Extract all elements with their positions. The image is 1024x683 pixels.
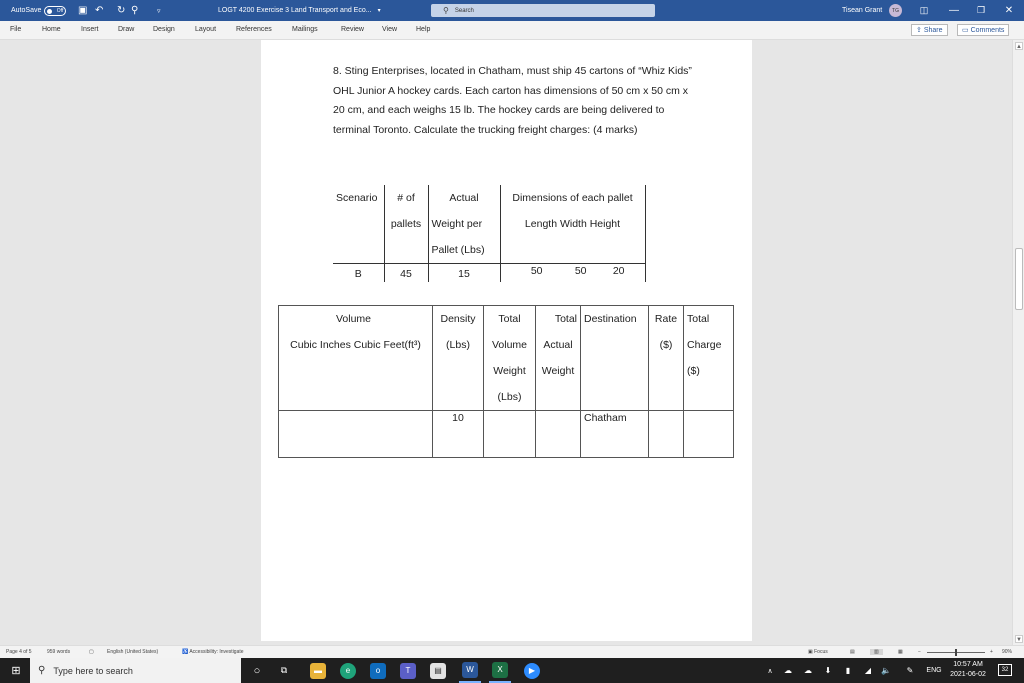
zoom-out-icon[interactable]: − [918, 649, 921, 655]
height-value: 20 [612, 265, 625, 277]
cortana-icon[interactable]: ○ [253, 664, 261, 677]
language[interactable]: English (United States) [107, 649, 159, 655]
word-count[interactable]: 959 words [47, 649, 71, 655]
focus-icon: ▣ [808, 649, 815, 655]
destination-cell[interactable]: Chatham [581, 411, 649, 458]
document-title-text: LOGT 4200 Exercise 3 Land Transport and Eco... [218, 7, 372, 14]
autosave-label: AutoSave [11, 7, 42, 14]
page-count[interactable]: Page 4 of 5 [6, 649, 32, 655]
pen-icon[interactable]: ✎ [906, 666, 914, 675]
customize-quick-access-icon[interactable]: ⚲ [131, 5, 139, 16]
autosave-control[interactable] [11, 0, 66, 21]
taw-header-line3: Weight [541, 365, 575, 377]
weight-cell[interactable]: 15 [428, 264, 500, 283]
tab-file[interactable]: File [10, 26, 22, 33]
pallets-header-line1: # of [397, 192, 415, 204]
word-taskbar-icon[interactable]: W [459, 658, 481, 683]
document-page[interactable] [261, 40, 752, 641]
outlook-icon[interactable]: o [369, 658, 387, 683]
taw-header-line2: Actual [543, 339, 573, 351]
scenario-cell[interactable]: B [333, 264, 384, 283]
undo-icon[interactable]: ↶ [95, 5, 104, 16]
taskbar-search[interactable] [30, 658, 241, 683]
accessibility-icon: ♿ [182, 649, 190, 655]
clock[interactable] [945, 660, 991, 680]
taw-cell[interactable] [536, 411, 581, 458]
dimensions-header [500, 185, 645, 264]
total-volume-weight-header [484, 306, 536, 411]
avatar[interactable]: TG [889, 4, 902, 17]
print-layout-icon[interactable]: ▥ [870, 649, 883, 655]
search-box[interactable] [431, 4, 655, 17]
share-icon: ⇪ [916, 27, 924, 34]
show-hidden-icons-icon[interactable]: ∧ [767, 667, 773, 675]
title-bar [0, 0, 1024, 21]
ribbon-display-icon[interactable]: ◫ [919, 5, 929, 15]
cloud-icon[interactable]: ☁ [804, 666, 812, 675]
dimensions-header-line1: Dimensions of each pallet [512, 192, 633, 204]
tvw-header-line3: Weight [493, 365, 526, 377]
usb-icon[interactable]: ⬇ [824, 666, 832, 675]
density-header [433, 306, 484, 411]
input-language[interactable]: ENG [926, 667, 942, 674]
notification-center-icon[interactable] [998, 664, 1012, 676]
close-icon[interactable]: ✕ [1004, 5, 1014, 16]
scroll-down-icon[interactable]: ▼ [1016, 637, 1022, 643]
charge-cell[interactable] [684, 411, 734, 458]
charge-header-line1: Total [687, 313, 710, 325]
user-name[interactable]: Tisean Grant [842, 7, 883, 14]
weight-header-line3: Pallet (Lbs) [431, 244, 485, 256]
search-icon: ⚲ [443, 6, 449, 15]
clock-date: 2021-06-02 [950, 671, 986, 678]
focus-label: Focus [814, 649, 828, 655]
tvw-header-line1: Total [498, 313, 521, 325]
wifi-icon[interactable]: ◢ [864, 666, 872, 675]
more-commands-icon[interactable]: ▿ [157, 7, 161, 15]
share-button[interactable] [911, 24, 948, 36]
accessibility-label: Accessibility: Investigate [189, 649, 244, 655]
comments-label: Comments [970, 27, 1005, 34]
redo-icon[interactable]: ↻ [117, 5, 126, 16]
zoom-in-icon[interactable]: + [990, 649, 993, 655]
dimensions-cell[interactable] [500, 264, 645, 283]
store-icon[interactable]: ▤ [429, 658, 447, 683]
taskbar-search-placeholder: Type here to search [53, 665, 133, 676]
tvw-header-line2: Volume [491, 339, 528, 351]
title-dropdown-icon: ▾ [377, 8, 381, 14]
comments-button[interactable] [957, 24, 1009, 36]
total-charge-header [684, 306, 734, 411]
excel-taskbar-icon[interactable]: X [489, 658, 511, 683]
volume-cell[interactable] [279, 411, 433, 458]
tab-home[interactable]: Home [42, 26, 61, 33]
accessibility-status[interactable] [182, 649, 244, 655]
pallet-table[interactable] [333, 185, 646, 282]
question-paragraph[interactable]: 8. Sting Enterprises, located in Chatham, must ship 45 cartons of “Whiz Kids” OHL Junior A hockey cards. Each carton has dimensions of 50 cm x 50 cm x 20 cm, and each weighs 15 lb. The hockey cards are being delivered to terminal Toronto. Calculate the trucking freight charges: (4 marks) [333, 65, 692, 136]
windows-start-icon[interactable]: ⊞ [11, 665, 21, 677]
tab-view[interactable]: View [382, 26, 398, 33]
save-icon[interactable]: ▣ [78, 5, 88, 16]
volume-header [279, 306, 433, 411]
tab-references[interactable]: References [236, 26, 272, 33]
document-title[interactable] [218, 0, 381, 21]
scenario-header [333, 185, 384, 264]
autosave-state: Off [56, 7, 64, 14]
volume-header-line1: Volume [336, 313, 372, 325]
ribbon-tabs [0, 21, 1024, 40]
rate-cell[interactable] [649, 411, 684, 458]
destination-header: Destination [581, 306, 649, 411]
share-label: Share [923, 27, 943, 34]
tvw-header-line4: (Lbs) [497, 391, 522, 403]
battery-icon[interactable]: ▮ [845, 666, 851, 675]
taw-header-line1: Total [554, 313, 577, 325]
rate-header-line2: ($) [659, 339, 673, 351]
search-icon: ⚲ [38, 665, 46, 676]
pallets-header-line2: pallets [390, 218, 422, 230]
web-layout-icon[interactable]: ▦ [898, 649, 903, 655]
tab-design[interactable]: Design [153, 26, 175, 33]
tab-mailings[interactable]: Mailings [292, 26, 318, 33]
scenario-header-text: Scenario [336, 192, 378, 204]
vertical-scrollbar[interactable] [1012, 40, 1024, 645]
weight-header [428, 185, 500, 264]
restore-icon[interactable]: ❐ [976, 5, 986, 15]
dimensions-header-line2: Length Width Height [524, 218, 621, 230]
scroll-thumb[interactable] [1015, 248, 1023, 310]
volume-icon[interactable]: 🔈 [881, 666, 891, 675]
pallets-header [384, 185, 428, 264]
tab-layout[interactable]: Layout [195, 26, 217, 33]
density-header-line2: (Lbs) [446, 339, 470, 351]
weight-header-line1: Actual [449, 192, 479, 204]
document-canvas[interactable] [0, 40, 1012, 643]
tvw-cell[interactable] [484, 411, 536, 458]
clock-time: 10:57 AM [953, 661, 983, 668]
task-view-icon[interactable]: ⧉ [280, 665, 288, 675]
freight-table[interactable] [278, 305, 734, 458]
focus-button[interactable] [808, 649, 828, 655]
proofing-icon[interactable]: ▢ [89, 649, 94, 655]
notification-count: 32 [1001, 667, 1009, 673]
total-actual-weight-header [536, 306, 581, 411]
volume-header-line2: Cubic Inches Cubic Feet(ft³) [290, 339, 421, 351]
autosave-toggle[interactable] [44, 6, 66, 16]
tab-insert[interactable]: Insert [81, 26, 99, 33]
file-explorer-icon[interactable]: ▬ [309, 658, 327, 683]
density-cell[interactable]: 10 [433, 411, 484, 458]
zoom-slider-thumb[interactable] [955, 649, 957, 656]
tab-help[interactable]: Help [416, 26, 431, 33]
tab-draw[interactable]: Draw [118, 26, 135, 33]
zoom-app-icon[interactable]: ▶ [521, 658, 543, 683]
rate-header [649, 306, 684, 411]
teams-icon[interactable]: T [399, 658, 417, 683]
status-bar [0, 645, 1024, 658]
onedrive-icon[interactable]: ☁ [784, 666, 792, 675]
tab-review[interactable]: Review [341, 26, 364, 33]
width-value: 50 [574, 265, 587, 277]
comment-icon: ▭ [962, 27, 971, 34]
scroll-up-icon[interactable]: ▲ [1016, 44, 1022, 50]
minimize-icon[interactable]: — [949, 5, 959, 16]
edge-icon[interactable]: e [339, 658, 357, 683]
density-header-line1: Density [440, 313, 476, 325]
read-mode-icon[interactable]: ▤ [850, 649, 855, 655]
taskbar [0, 658, 1024, 683]
table-row [279, 411, 734, 458]
rate-header-line1: Rate [654, 313, 678, 325]
weight-header-line2: Weight per [431, 218, 483, 230]
charge-header-line3: ($) [687, 365, 700, 377]
charge-header-line2: Charge [687, 339, 722, 351]
pallets-cell[interactable]: 45 [384, 264, 428, 283]
zoom-level[interactable]: 90% [1002, 649, 1013, 655]
search-placeholder: Search [454, 7, 474, 14]
length-value: 50 [530, 265, 543, 277]
